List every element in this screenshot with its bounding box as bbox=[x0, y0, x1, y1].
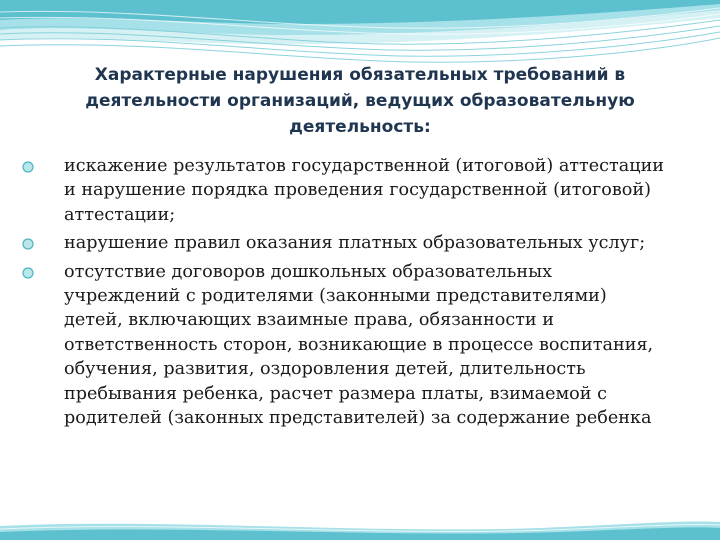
bullet-text: нарушение правил оказания платных образовательных услуг; bbox=[64, 233, 646, 254]
bullet-text: искажение результатов государственной (итоговой) аттестации и нарушение порядка проведения государственной (итоговой) аттестации; bbox=[64, 156, 665, 225]
bullet-circle-icon bbox=[22, 267, 34, 279]
bullet-list bbox=[20, 154, 670, 434]
bullet-text: отсутствие договоров дошкольных образовательных учреждений с родителями (законными представителями) детей, включающих взаимные права, обязанности и ответственность сторон, возникающие в процессе воспитания, обучения, развития, оздоровления детей, длительность пребывания ребенка, расчет размера платы, взимаемой с родителей (законных представителей) за содержание ребенка bbox=[64, 261, 654, 429]
bullet-item bbox=[20, 231, 670, 255]
bullet-circle-icon bbox=[22, 161, 34, 173]
bullet-circle-icon bbox=[22, 238, 34, 250]
bottom-wave-decoration bbox=[0, 516, 720, 540]
bullet-item bbox=[20, 260, 670, 431]
bullet-item bbox=[20, 154, 670, 227]
slide-title: Характерные нарушения обязательных требований в деятельности организаций, ведущих образовательную деятельность: bbox=[85, 65, 635, 137]
